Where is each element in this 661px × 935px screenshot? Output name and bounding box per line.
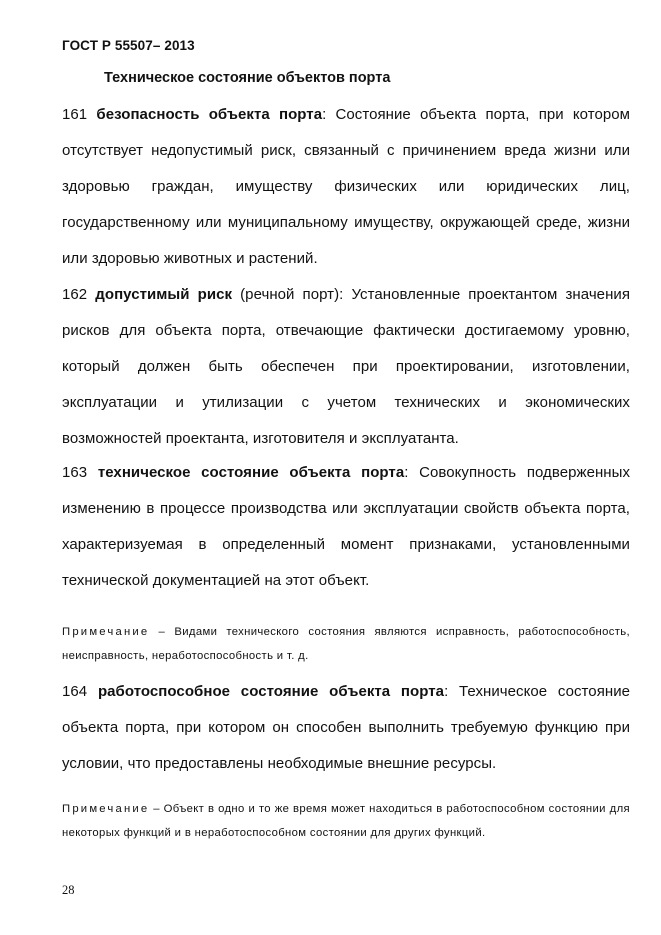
term-qualifier: (речной порт): [232, 286, 340, 303]
term-entry-162: [62, 277, 630, 457]
term-number: 164: [62, 683, 88, 700]
page-number: 28: [62, 883, 75, 897]
term-separator: :: [444, 683, 449, 700]
term-definition: Совокупность подверженных изменению в процессе производства или эксплуатации свойств объекта порта, характеризуемая в определенный момент признаками, установленными технической документацией на этот объект.: [62, 464, 631, 589]
term-entry-161: [62, 97, 630, 277]
term-title: техническое состояние объекта порта: [97, 464, 405, 481]
term-title: безопасность объекта порта: [96, 106, 323, 123]
term-entry-163: [62, 455, 630, 599]
term-entry-164: [62, 674, 630, 782]
note-label: Примечание: [62, 626, 150, 638]
term-definition: Техническое состояние объекта порта, при котором он способен выполнить требуемую функцию при условии, что предоставлены необходимые внешние ресурсы.: [62, 683, 631, 772]
term-definition: Установленные проектантом значения рисков для объекта порта, отвечающие фактически достигаемому уровню, который должен быть обеспечен при проектировании, изготовлении, эксплуатации и утилизации с учетом технических и экономических возможностей проектанта, изготовителя и эксплуатанта.: [62, 286, 631, 447]
term-separator: :: [322, 106, 327, 123]
standard-header: ГОСТ Р 55507– 2013: [62, 38, 195, 53]
note-text: – Видами технического состояния являются исправность, работоспособность, неисправность, неработоспособность и т. д.: [62, 626, 630, 662]
term-number: 162: [62, 286, 88, 303]
term-title: работоспособное состояние объекта порта: [97, 683, 445, 700]
note-text: – Объект в одно и то же время может находиться в работоспособном состоянии для некоторых функций и в неработоспособном состоянии для других функций.: [62, 803, 630, 839]
section-heading: Техническое состояние объектов порта: [104, 70, 391, 86]
term-separator: :: [339, 286, 344, 303]
term-title: допустимый риск: [95, 286, 233, 303]
term-separator: :: [404, 464, 409, 481]
note-1: [62, 620, 630, 668]
term-definition: Состояние объекта порта, при котором отсутствует недопустимый риск, связанный с причинением вреда жизни или здоровью граждан, имуществу физических или юридических лиц, государственному или муниципальному имуществу, окружающей среде, жизни или здоровью животных и растений.: [62, 106, 631, 267]
note-2: [62, 797, 630, 845]
term-number: 163: [62, 464, 88, 481]
term-number: 161: [62, 106, 88, 123]
note-label: Примечание: [62, 803, 150, 815]
